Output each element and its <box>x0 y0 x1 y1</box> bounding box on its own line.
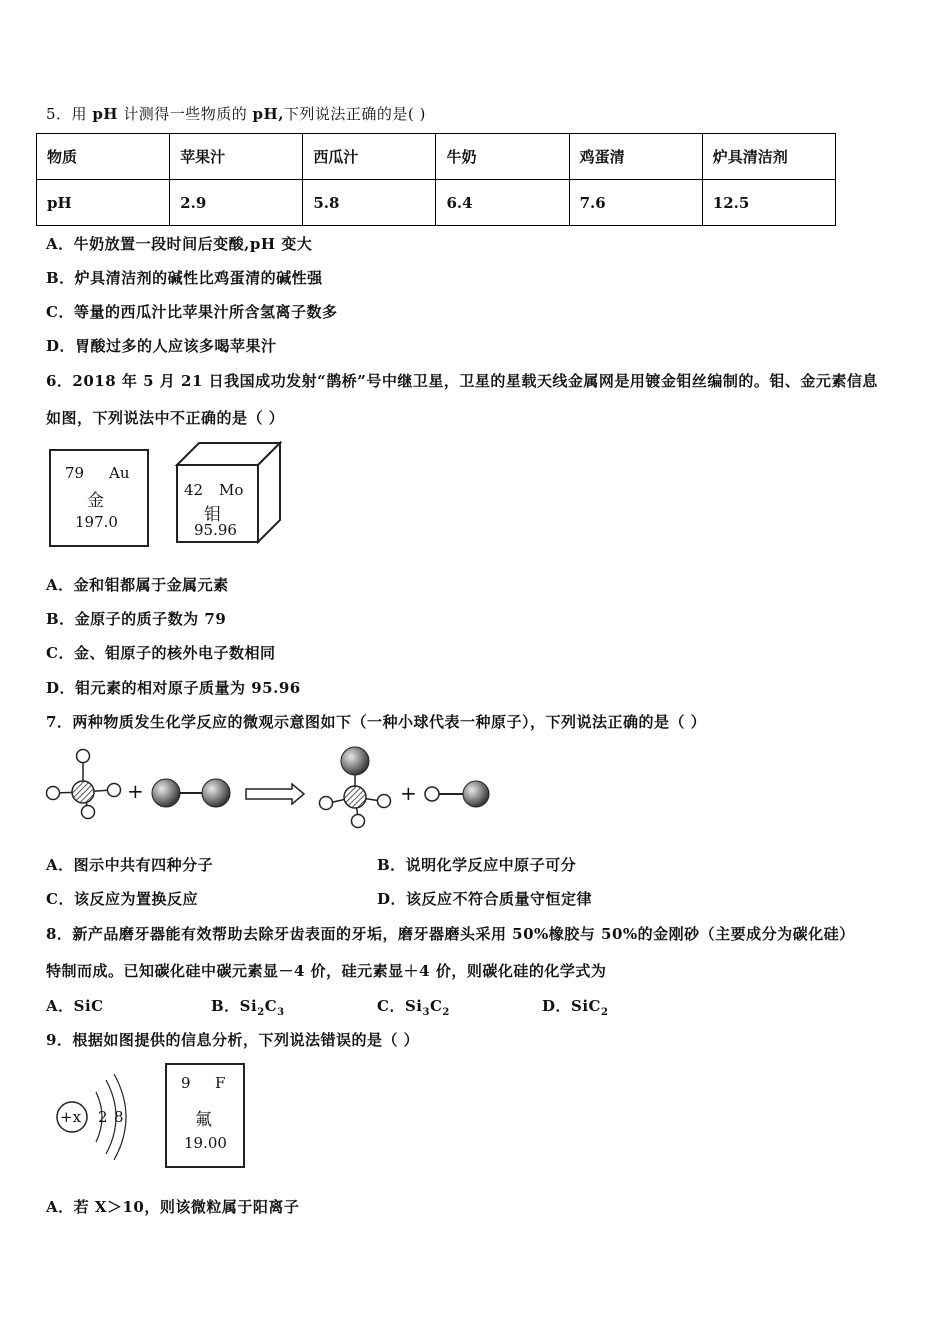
q6-option-b: B．金原子的质子数为 79 <box>46 610 227 628</box>
element-name: 钼 <box>204 505 221 525</box>
table-cell: 鸡蛋清 <box>569 134 702 180</box>
shell-electrons: 8 <box>114 1108 124 1126</box>
q5-option-a: A．牛奶放置一段时间后变酸,pH 变大 <box>46 235 313 253</box>
shell-electrons: 2 <box>98 1108 108 1126</box>
q8-option-c: C．$Si_3C_2$ <box>377 997 450 1018</box>
gold-element-card <box>49 449 149 547</box>
element-number: 42 <box>184 481 204 499</box>
table-cell: 5.8 <box>303 180 436 226</box>
q8-stem-line2: 特制而成。已知碳化硅中碳元素显－4 价，硅元素显＋4 价，则碳化硅的化学式为 <box>46 962 607 980</box>
q7-option-a: A．图示中共有四种分子 <box>46 856 214 874</box>
table-row <box>37 180 836 226</box>
product-molecule-2 <box>425 781 489 807</box>
q8-option-d: D．SiC$_2$ <box>542 997 609 1018</box>
element-mass: 19.00 <box>184 1134 227 1152</box>
q5-stem: 5．用 pH 计测得一些物质的 pH,下列说法正确的是( ) <box>46 105 426 123</box>
q9-option-a: A．若 X＞10，则该微粒属于阳离子 <box>46 1198 300 1216</box>
q7-option-d: D．该反应不符合质量守恒定律 <box>377 890 593 908</box>
element-symbol: Au <box>109 464 130 482</box>
q7-option-c: C．该反应为置换反应 <box>46 890 198 908</box>
element-symbol: F <box>215 1074 226 1092</box>
plus-sign: + <box>400 781 417 805</box>
element-mass: 197.0 <box>75 513 118 531</box>
table-header-row <box>37 134 836 180</box>
q5-option-d: D．胃酸过多的人应该多喝苹果汁 <box>46 337 277 355</box>
table-cell: 苹果汁 <box>170 134 303 180</box>
q7-stem: 7．两种物质发生化学反应的微观示意图如下（一种小球代表一种原子），下列说法正确的是（ ） <box>46 713 707 731</box>
q5-option-c: C．等量的西瓜汁比苹果汁所含氢离子数多 <box>46 303 338 321</box>
q8-stem-line1: 8．新产品磨牙器能有效帮助去除牙齿表面的牙垢，磨牙器磨头采用 50%橡胶与 50%的金刚砂（主要成分为碳化硅） <box>46 925 855 943</box>
table-cell: 2.9 <box>170 180 303 226</box>
element-name: 氟 <box>195 1110 212 1130</box>
q7-option-b: B．说明化学反应中原子可分 <box>377 856 577 874</box>
diatomic-molecule <box>152 779 230 807</box>
q6-option-c: C．金、钼原子的核外电子数相同 <box>46 644 276 662</box>
q6-option-a: A．金和钼都属于金属元素 <box>46 576 229 594</box>
ph-table <box>36 133 836 226</box>
reaction-arrow-icon <box>246 784 304 804</box>
table-cell: 牛奶 <box>436 134 569 180</box>
table-cell: 6.4 <box>436 180 569 226</box>
q8-option-b: B．$Si_2C_3$ <box>211 997 285 1018</box>
table-cell: 12.5 <box>702 180 835 226</box>
element-number: 9 <box>181 1074 191 1092</box>
reaction-diagram <box>40 740 500 832</box>
q8-option-a: A．SiC <box>46 997 104 1015</box>
table-cell: 物质 <box>37 134 170 180</box>
plus-sign: + <box>127 779 144 803</box>
methane-like-molecule <box>47 750 121 819</box>
product-molecule <box>320 747 391 828</box>
element-number: 79 <box>65 464 85 482</box>
element-mass: 95.96 <box>194 521 237 539</box>
q6-stem-line1: 6．2018 年 5 月 21 日我国成功发射“鹊桥”号中继卫星，卫星的星载天线金属网是用镀金钼丝编制的。钼、金元素信息 <box>46 372 878 390</box>
q6-stem-line2: 如图，下列说法中不正确的是（ ） <box>46 409 285 427</box>
table-cell: 7.6 <box>569 180 702 226</box>
element-symbol: Mo <box>219 481 244 499</box>
fluorine-element-card <box>165 1063 245 1168</box>
nucleus-label: +x <box>60 1108 82 1126</box>
element-name: 金 <box>87 491 104 511</box>
q6-option-d: D．钼元素的相对原子质量为 95.96 <box>46 679 301 697</box>
q9-stem: 9．根据如图提供的信息分析，下列说法错误的是（ ） <box>46 1031 420 1049</box>
table-cell: 炉具清洁剂 <box>702 134 835 180</box>
table-cell: pH <box>37 180 170 226</box>
q5-option-b: B．炉具清洁剂的碱性比鸡蛋清的碱性强 <box>46 269 323 287</box>
table-cell: 西瓜汁 <box>303 134 436 180</box>
